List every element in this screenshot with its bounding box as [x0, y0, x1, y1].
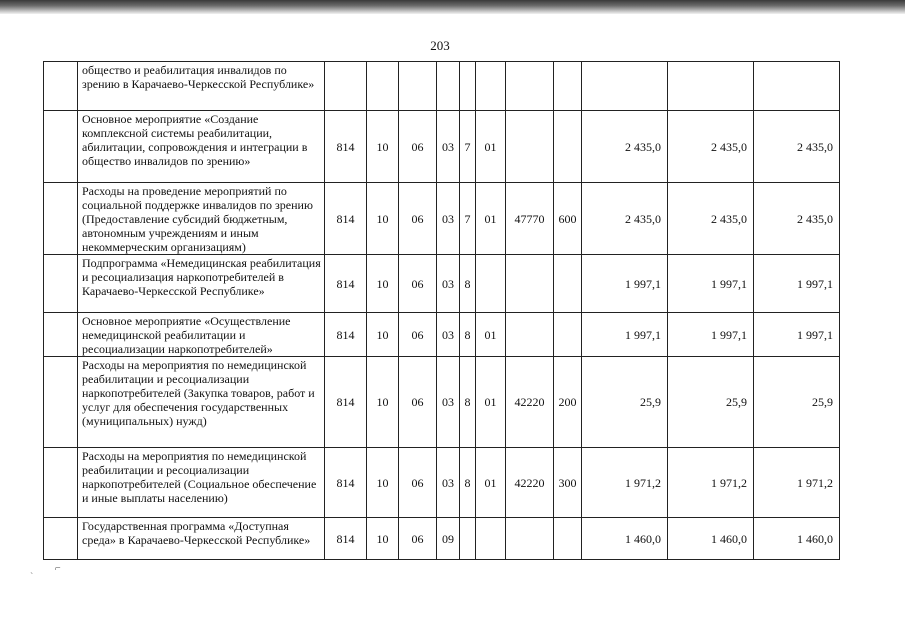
code-cell-c2: 10: [367, 448, 399, 518]
code-cell-c1: 814: [325, 183, 367, 255]
item-name-cell: Основное мероприятие «Осуществление немедицинской реабилитации и ресоциализации наркопотребителей»: [78, 313, 325, 357]
code-cell-c2: 10: [367, 255, 399, 313]
code-cell-c4: 03: [437, 183, 460, 255]
table-row: [44, 183, 840, 255]
code-cell-c3: 06: [399, 183, 437, 255]
amount-cell-v1: 25,9: [582, 357, 668, 448]
code-cell-c6: [476, 62, 506, 111]
row-number-cell: [44, 183, 78, 255]
code-cell-c6: 01: [476, 313, 506, 357]
code-cell-c5: 8: [460, 255, 476, 313]
code-cell-c8: [554, 111, 582, 183]
code-cell-c3: 06: [399, 448, 437, 518]
code-cell-c1: [325, 62, 367, 111]
table-row: [44, 448, 840, 518]
code-cell-c2: 10: [367, 313, 399, 357]
code-cell-c3: 06: [399, 518, 437, 560]
code-cell-c3: 06: [399, 111, 437, 183]
table-row: [44, 518, 840, 560]
code-cell-c8: 300: [554, 448, 582, 518]
code-cell-c5: [460, 518, 476, 560]
amount-cell-v2: [668, 62, 754, 111]
item-name-cell: общество и реабилитация инвалидов по зрению в Карачаево-Черкесской Республике»: [78, 62, 325, 111]
amount-cell-v2: 1 997,1: [668, 255, 754, 313]
code-cell-c7: 42220: [506, 448, 554, 518]
code-cell-c8: 600: [554, 183, 582, 255]
item-name-cell: Государственная программа «Доступная среда» в Карачаево-Черкесской Республике»: [78, 518, 325, 560]
amount-cell-v3: [754, 62, 840, 111]
code-cell-c4: 03: [437, 313, 460, 357]
amount-cell-v2: 1 971,2: [668, 448, 754, 518]
amount-cell-v2: 1 460,0: [668, 518, 754, 560]
code-cell-c6: 01: [476, 111, 506, 183]
code-cell-c1: 814: [325, 357, 367, 448]
code-cell-c7: [506, 111, 554, 183]
code-cell-c5: 8: [460, 448, 476, 518]
row-number-cell: [44, 111, 78, 183]
code-cell-c6: [476, 255, 506, 313]
amount-cell-v1: 1 997,1: [582, 313, 668, 357]
amount-cell-v1: 1 997,1: [582, 255, 668, 313]
row-number-cell: [44, 313, 78, 357]
code-cell-c1: 814: [325, 448, 367, 518]
code-cell-c5: 8: [460, 357, 476, 448]
amount-cell-v1: 2 435,0: [582, 183, 668, 255]
code-cell-c3: [399, 62, 437, 111]
code-cell-c4: 03: [437, 357, 460, 448]
code-cell-c6: 01: [476, 357, 506, 448]
amount-cell-v1: 2 435,0: [582, 111, 668, 183]
code-cell-c7: [506, 255, 554, 313]
code-cell-c3: 06: [399, 313, 437, 357]
code-cell-c2: [367, 62, 399, 111]
code-cell-c1: 814: [325, 255, 367, 313]
item-name-cell: Подпрограмма «Немедицинская реабилитация и ресоциализация наркопотребителей в Карачаево-Черкесской Республике»: [78, 255, 325, 313]
code-cell-c1: 814: [325, 518, 367, 560]
code-cell-c6: [476, 518, 506, 560]
scan-speck: `: [30, 572, 34, 583]
amount-cell-v2: 1 997,1: [668, 313, 754, 357]
amount-cell-v3: 2 435,0: [754, 111, 840, 183]
page-number: 203: [430, 38, 450, 53]
amount-cell-v1: [582, 62, 668, 111]
code-cell-c2: 10: [367, 183, 399, 255]
amount-cell-v2: 2 435,0: [668, 183, 754, 255]
amount-cell-v1: 1 460,0: [582, 518, 668, 560]
table-row: [44, 313, 840, 357]
code-cell-c6: 01: [476, 183, 506, 255]
amount-cell-v3: 1 460,0: [754, 518, 840, 560]
code-cell-c2: 10: [367, 111, 399, 183]
code-cell-c4: 09: [437, 518, 460, 560]
code-cell-c7: 47770: [506, 183, 554, 255]
table-row: [44, 111, 840, 183]
row-number-cell: [44, 255, 78, 313]
amount-cell-v2: 2 435,0: [668, 111, 754, 183]
code-cell-c5: [460, 62, 476, 111]
code-cell-c6: 01: [476, 448, 506, 518]
table-row: [44, 62, 840, 111]
code-cell-c5: 7: [460, 183, 476, 255]
item-name-cell: Расходы на мероприятия по немедицинской реабилитации и ресоциализации наркопотребителей (Закупка товаров, работ и услуг для обеспечения государственных (муниципальных) нужд): [78, 357, 325, 448]
code-cell-c4: 03: [437, 255, 460, 313]
item-name-cell: Расходы на проведение мероприятий по социальной поддержке инвалидов по зрению (Предоставление субсидий бюджетным, автономным учреждениям и иным некоммерческим организациям): [78, 183, 325, 255]
code-cell-c4: 03: [437, 111, 460, 183]
code-cell-c4: [437, 62, 460, 111]
amount-cell-v3: 2 435,0: [754, 183, 840, 255]
code-cell-c3: 06: [399, 255, 437, 313]
amount-cell-v3: 1 997,1: [754, 255, 840, 313]
code-cell-c1: 814: [325, 111, 367, 183]
amount-cell-v2: 25,9: [668, 357, 754, 448]
amount-cell-v1: 1 971,2: [582, 448, 668, 518]
code-cell-c8: [554, 255, 582, 313]
row-number-cell: [44, 62, 78, 111]
code-cell-c2: 10: [367, 357, 399, 448]
amount-cell-v3: 25,9: [754, 357, 840, 448]
amount-cell-v3: 1 971,2: [754, 448, 840, 518]
code-cell-c5: 7: [460, 111, 476, 183]
code-cell-c7: [506, 62, 554, 111]
code-cell-c7: [506, 518, 554, 560]
row-number-cell: [44, 518, 78, 560]
code-cell-c7: [506, 313, 554, 357]
scan-top-edge: [0, 0, 905, 14]
code-cell-c3: 06: [399, 357, 437, 448]
table-row: [44, 255, 840, 313]
code-cell-c8: [554, 518, 582, 560]
code-cell-c7: 42220: [506, 357, 554, 448]
scan-mark: ⌐: [55, 563, 61, 574]
row-number-cell: [44, 357, 78, 448]
code-cell-c5: 8: [460, 313, 476, 357]
code-cell-c2: 10: [367, 518, 399, 560]
row-number-cell: [44, 448, 78, 518]
code-cell-c8: [554, 313, 582, 357]
table-row: [44, 357, 840, 448]
item-name-cell: Расходы на мероприятия по немедицинской реабилитации и ресоциализации наркопотребителей (Социальное обеспечение и иные выплаты населению): [78, 448, 325, 518]
amount-cell-v3: 1 997,1: [754, 313, 840, 357]
code-cell-c8: [554, 62, 582, 111]
code-cell-c8: 200: [554, 357, 582, 448]
item-name-cell: Основное мероприятие «Создание комплексной системы реабилитации, абилитации, сопровождения и интеграции в общество инвалидов по зрению»: [78, 111, 325, 183]
code-cell-c1: 814: [325, 313, 367, 357]
budget-table: [43, 61, 840, 560]
code-cell-c4: 03: [437, 448, 460, 518]
